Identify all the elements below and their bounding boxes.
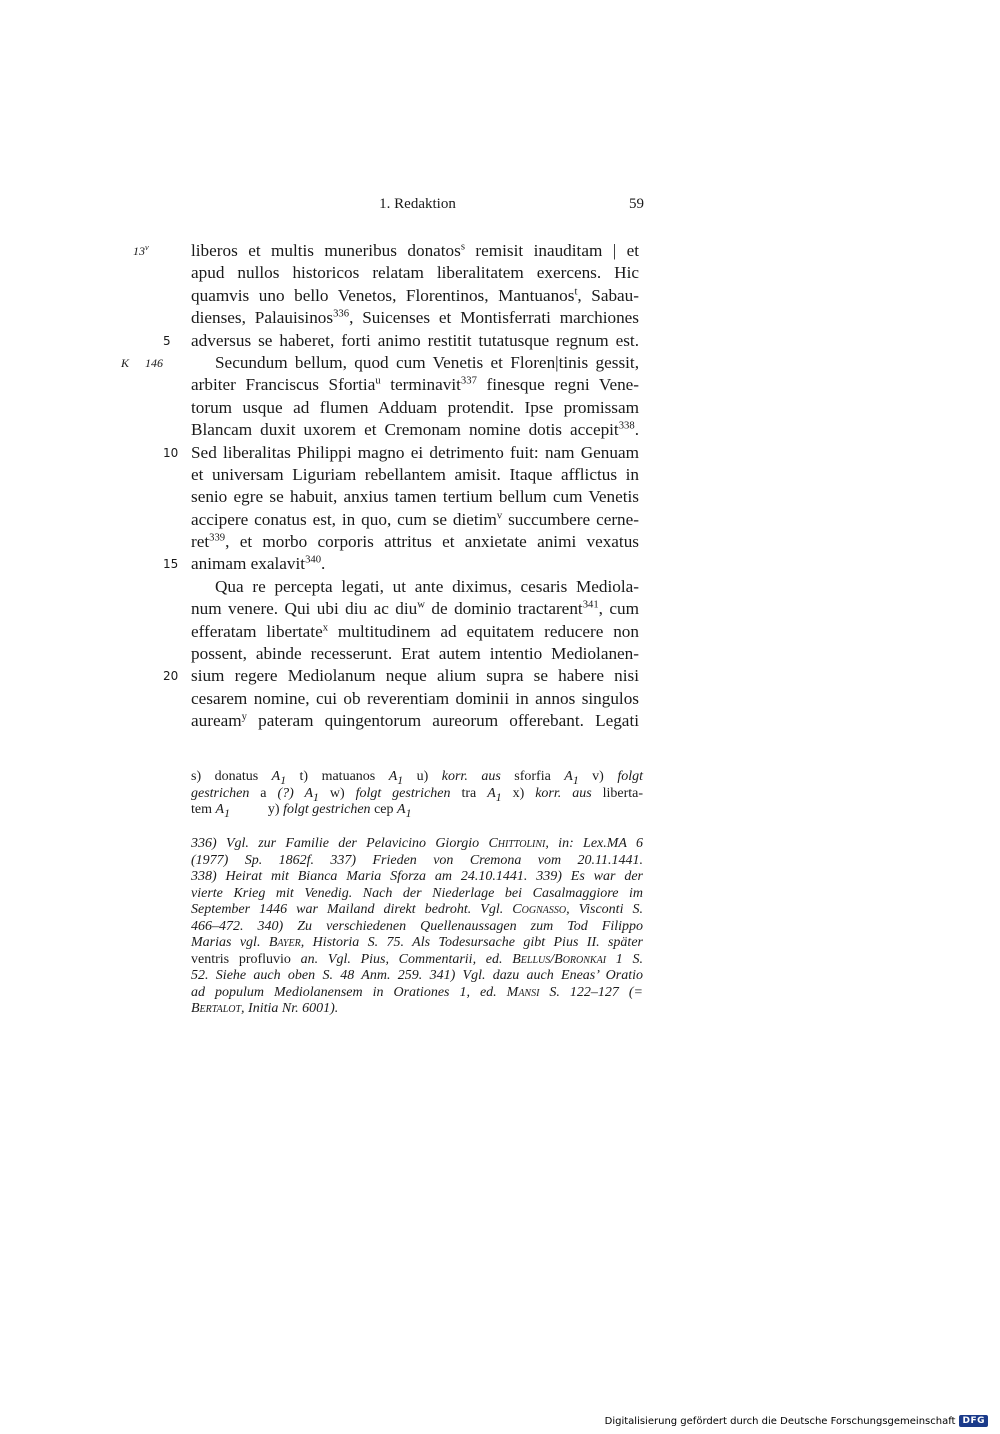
commentary-line: (1977) Sp. 1862f. 337) Frieden von Cremona vom 20.11.1441.	[191, 852, 643, 868]
funding-notice: Digitalisierung gefördert durch die Deutsche Forschungsgemeinschaft	[604, 1415, 956, 1427]
apparatus-ref: t	[574, 286, 578, 298]
funding-footer	[605, 1414, 988, 1428]
text-line: Qua re percepta legati, ut ante diximus, cesaris Mediola-	[215, 576, 639, 596]
text-line: cesarem nomine, cui ob reverentiam dominii in annos singulos	[191, 688, 639, 708]
text-line: arbiter Franciscus Sfortia$^u$ terminavit$^{337}$ finesque regni Vene-	[191, 375, 640, 395]
commentary-line: ventris profluvio an. Vgl. Pius, Commentarii, ed. Bellus/Boronkai 1 S.	[191, 951, 643, 967]
commentary-line: 52. Siehe auch oben S. 48 Anm. 259. 341) Vgl. dazu auch Eneas’ Oratio	[191, 968, 644, 983]
text-line: apud nullos historicos relatam liberalitatem exercens. Hic	[191, 263, 639, 283]
apparatus-line: gestrichen a (?) $A_1$ w) folgt gestrichen tra $A_1$ x) korr. aus liberta-	[191, 785, 644, 804]
commentary-line: Marias vgl. Bayer, Historia S. 75. Als Todesursache gibt Pius II. später	[191, 935, 643, 950]
line-number: 15	[163, 557, 179, 572]
footnote-ref: 337	[460, 375, 477, 387]
commentary-line: vierte Krieg mit Venedig. Nach der Niederlage bei Casalmaggiore im	[191, 885, 643, 901]
text-line: 20 sium regere Mediolanum neque alium supra se habere nisi	[191, 665, 639, 687]
footnote-ref: 339	[209, 532, 226, 544]
commentary-line: 338) Heirat mit Bianca Maria Sforza am 24.10.1441. 339) Es war der	[191, 869, 643, 884]
text-line: 15 animam exalavit$^{340}$.	[191, 553, 639, 575]
text-line: ret$^{339}$, et morbo corporis attritus et anxietate animi vexatus	[191, 532, 639, 552]
commentary-line: September 1446 war Mailand direkt bedroht. Vgl. Cognasso, Visconti S.	[191, 902, 644, 917]
text-line: num venere. Qui ubi diu ac diu$^w$ de dominio tractarent$^{341}$, cum	[191, 599, 640, 619]
apparatus-ref: v	[496, 509, 503, 521]
text-line: K 146 Secundum bellum, quod cum Venetis et Floren|tinis gessit,	[191, 352, 639, 374]
text-line: auream$^y$ pateram quingentorum aureorum offerebant. Legati	[191, 711, 639, 731]
text-line: 10 Sed liberalitas Philippi magno ei detrimento fuit: nam Genuam	[191, 442, 639, 464]
text-line: 5 adversus se haberet, forti animo restitit tutatusque regnum est.	[191, 330, 639, 352]
footnote-ref: 336	[333, 308, 350, 320]
apparatus-line: tem $A_1$ y) folgt gestrichen cep $A_1$	[191, 802, 412, 820]
apparatus-ref: s	[460, 241, 466, 253]
main-text	[121, 240, 640, 733]
line-number: 5	[163, 333, 171, 348]
text-line: dienses, Palauisinos$^{336}$, Suicenses et Montisferrati marchiones	[191, 308, 639, 328]
footnote-ref: 340	[305, 554, 322, 566]
apparatus-ref: w	[417, 599, 425, 611]
running-header	[191, 193, 644, 215]
dfg-logo: DFG	[959, 1415, 988, 1427]
critical-apparatus	[191, 769, 643, 819]
text-line: torum usque ad flumen Adduam protendit. Ipse promissam	[191, 397, 639, 417]
text-line: accipere conatus est, in quo, cum se dietim$^v$ succumbere cerne-	[191, 509, 639, 529]
apparatus-ref: u	[375, 375, 381, 387]
text-line: 13$^v$ liberos et multis muneribus donatos$^s$ remisit inauditam | et	[191, 240, 639, 262]
folio-marker: 13$^v$	[133, 243, 149, 258]
apparatus-line: s) donatus $A_1$ t) matuanos $A_1$ u) korr. aus sforfia $A_1$ v) folgt	[191, 769, 643, 787]
apparatus-ref: y	[241, 711, 247, 723]
commentary-line: 336) Vgl. zur Familie der Pelavicino Giorgio Chittolini, in: Lex.MA 6	[191, 836, 643, 851]
text-line: possent, abinde recesserunt. Erat autem intentio Mediolanen-	[191, 644, 639, 664]
text-line: Blancam duxit uxorem et Cremonam nomine dotis accepit$^{338}$.	[191, 420, 639, 440]
text-line: efferatam libertate$^x$ multitudinem ad equitatem reducere non	[191, 621, 639, 641]
k-reference: K 146	[121, 355, 163, 370]
text-line: et universam Liguriam rebellantem amisit. Itaque afflictus in	[191, 464, 639, 484]
line-number: 20	[163, 669, 179, 684]
commentary-line: Bertalot, Initia Nr. 6001).	[191, 1001, 339, 1016]
text-line: senio egre se habuit, anxius tamen tertium bellum cum Venetis	[191, 487, 639, 507]
commentary-line: ad populum Mediolanensem in Orationes 1, ed. Mansi S. 122–127 (=	[191, 984, 644, 1000]
line-number: 10	[163, 445, 179, 460]
apparatus-ref: x	[322, 621, 329, 633]
footnote-ref: 341	[582, 599, 599, 611]
commentary-line: 466–472. 340) Zu verschiedenen Quellenaussagen zum Tod Filippo	[191, 918, 644, 934]
page-number: 59	[629, 196, 644, 212]
commentary-notes	[191, 836, 643, 1018]
footnote-ref: 338	[618, 420, 635, 432]
text-line: quamvis uno bello Venetos, Florentinos, Mantuanos$^t$, Sabau-	[191, 285, 639, 305]
running-title: 1. Redaktion	[379, 196, 456, 212]
